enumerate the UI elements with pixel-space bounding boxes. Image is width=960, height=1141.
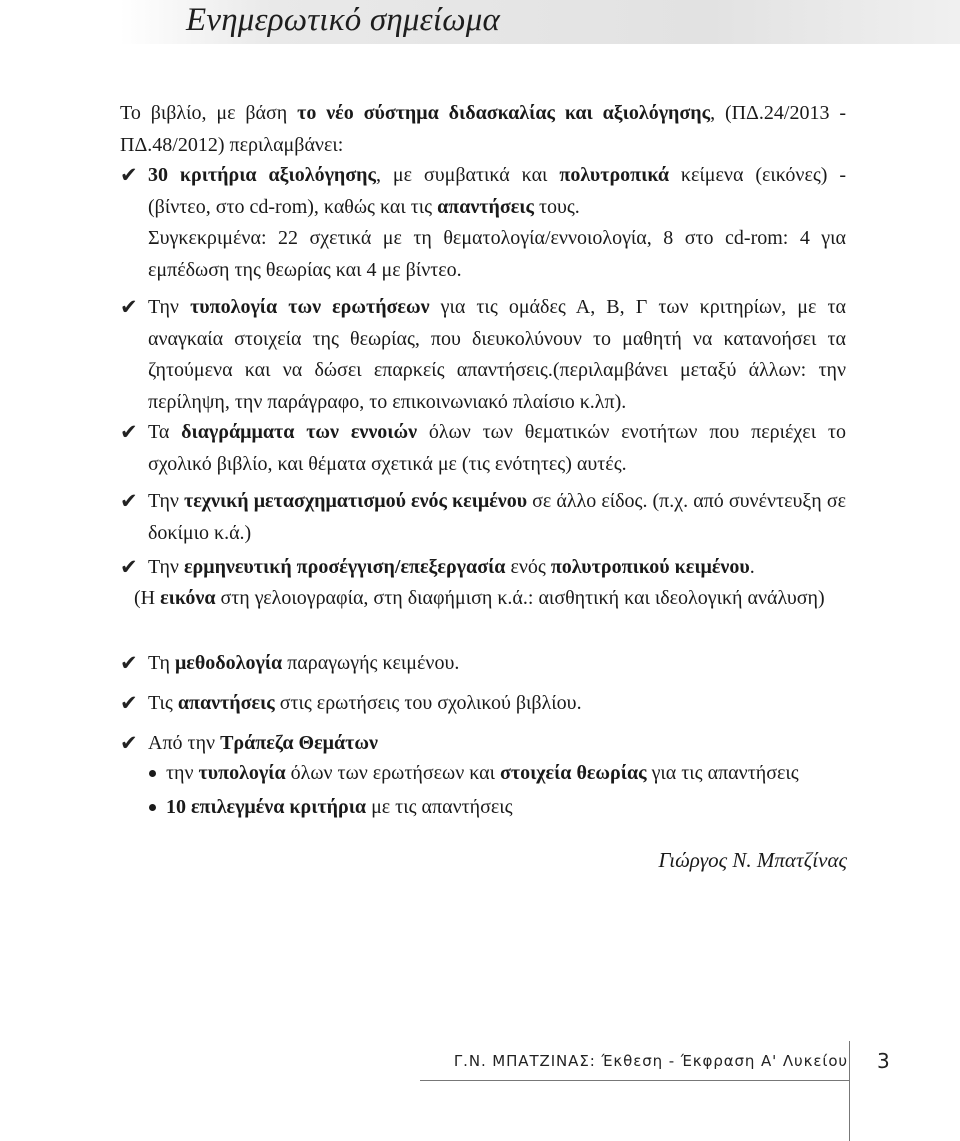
- list-item-answers: Τις απαντήσεις στις ερωτήσεις του σχολικού βιβλίου.: [148, 692, 582, 714]
- page-title: Ενημερωτικό σημείωμα: [186, 2, 501, 38]
- bullet-icon: [149, 770, 156, 777]
- check-icon: ✔: [120, 420, 138, 444]
- author-signature: Γιώργος Ν. Μπατζίνας: [658, 848, 847, 872]
- intro-paragraph: Το βιβλίο, με βάση το νέο σύστημα διδασκαλίας και αξιολόγησης, (ΠΔ.24/2013 - ΠΔ.48/2012) περιλαμβάνει:: [120, 102, 847, 156]
- check-icon: ✔: [120, 651, 138, 675]
- bullet-icon: [149, 804, 156, 811]
- page-number: 3: [877, 1049, 890, 1073]
- footer-vertical-divider: [849, 1041, 850, 1141]
- footer-divider: [420, 1080, 850, 1081]
- list-item-typology: Την τυπολογία των ερωτήσεων για τις ομάδες Α, Β, Γ των κριτηρίων, με τα αναγκαία στοιχεία της θεωρίας, που διευκολύνουν το μαθητή να κατανοήσει τα ζητούμενα και να δώσει επαρκείς απαντήσεις.(περιλαμβάνει μεταξύ άλλων: την περίληψη, την παράγραφο, το επικοινωνιακό πλαίσιο κ.λπ).: [148, 296, 846, 413]
- list-item-technique: Την τεχνική μετασχηματισμού ενός κειμένου σε άλλο είδος. (π.χ. από συνέντευξη σε δοκίμιο κ.ά.): [148, 490, 846, 544]
- list-item-hermeneutic: Την ερμηνευτική προσέγγιση/επεξεργασία ενός πολυτροπικού κειμένου.: [148, 556, 755, 578]
- check-icon: ✔: [120, 489, 138, 513]
- check-icon: ✔: [120, 555, 138, 579]
- list-item-diagrams: Τα διαγράμματα των εννοιών όλων των θεματικών ενοτήτων που περιέχει το σχολικό βιβλίο, και θέματα σχετικά με (τις ενότητες) αυτές.: [148, 421, 846, 475]
- check-icon: ✔: [120, 691, 138, 715]
- check-icon: ✔: [120, 163, 138, 187]
- list-item-hermeneutic-note: (Η εικόνα στη γελοιογραφία, στη διαφήμιση κ.ά.: αισθητική και ιδεολογική ανάλυση): [134, 587, 825, 609]
- sub-item-typology: την τυπολογία όλων των ερωτήσεων και στοιχεία θεωρίας για τις απαντήσεις: [166, 762, 799, 784]
- list-item-methodology: Τη μεθοδολογία παραγωγής κειμένου.: [148, 652, 460, 674]
- check-icon: ✔: [120, 731, 138, 755]
- list-item-bank: Από την Τράπεζα Θεμάτων: [148, 732, 378, 754]
- running-footer: Γ.Ν. ΜΠΑΤΖΙΝΑΣ: Έκθεση - Έκφραση Α' Λυκείου: [453, 1052, 848, 1070]
- list-item-criteria: 30 κριτήρια αξιολόγησης, με συμβατικά και πολυτροπικά κείμενα (εικόνες) - (βίντεο, στο cd-rom), καθώς και τις απαντήσεις τους. Συγκεκριμένα: 22 σχετικά με τη θεματολογία/εννοιολογία, 8 στο cd-rom: 4 για εμπέδωση της θεωρίας και 4 με βίντεο.: [148, 164, 847, 281]
- check-icon: ✔: [120, 295, 138, 319]
- sub-item-criteria: 10 επιλεγμένα κριτήρια με τις απαντήσεις: [166, 796, 513, 818]
